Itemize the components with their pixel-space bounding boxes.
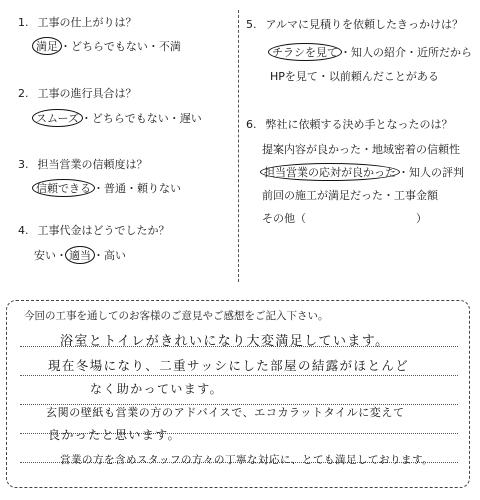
question-4	[18, 224, 170, 238]
comment-line-4: 玄関の壁紙も営業の方のアドバイスで、エコカラットタイルに変えて	[46, 406, 405, 419]
option-text: 安い・	[34, 249, 67, 262]
comment-line-5: 良かったと思います。	[48, 428, 182, 442]
question-number: 1.	[18, 16, 29, 29]
question-1	[18, 16, 137, 30]
comment-line-3: なく助かっています。	[90, 382, 224, 396]
question-6-line-2	[262, 164, 464, 180]
question-number: 2.	[18, 87, 29, 100]
question-number: 6.	[246, 118, 257, 131]
question-title: 弊社に依頼する決め手となったのは？	[265, 118, 453, 131]
comment-line-1: 浴室とトイレがきれいになり大変満足しています。	[60, 334, 390, 349]
question-2-options	[34, 110, 202, 126]
comment-title: 今回の工事を通してのお客様のご意見やご感想をご記入下さい。	[24, 310, 329, 322]
question-2	[18, 87, 137, 101]
option-text: ・知人の評判	[398, 166, 464, 179]
question-number: 5.	[246, 18, 257, 31]
option-text: 提案内容が良かった・地域密着の信頼性	[262, 143, 460, 156]
question-3	[18, 158, 148, 172]
option-text: その他（ ）	[262, 212, 427, 225]
option-text: ・どちらでもない・遅い	[80, 112, 202, 125]
option-circled: 信頼できる	[32, 179, 95, 197]
question-4-options	[34, 247, 126, 263]
option-text: HPを見て・以前頼んだことがある	[270, 70, 439, 83]
question-3-options	[34, 180, 181, 196]
question-5-line-2	[270, 68, 439, 84]
question-6	[246, 118, 453, 132]
question-1-options	[34, 38, 181, 54]
question-6-line-3	[262, 187, 438, 203]
question-title: アルマに見積りを依頼したきっかけは？	[265, 18, 464, 31]
option-text: 前回の施工が満足だった・工事金額	[262, 189, 438, 202]
option-circled: スムーズ	[32, 109, 83, 127]
ruled-line	[20, 375, 458, 376]
question-title: 工事代金はどうでしたか？	[37, 224, 170, 237]
column-divider	[238, 10, 239, 282]
question-5	[246, 18, 463, 32]
option-circled: チラシを見て	[268, 43, 342, 61]
option-text: ・知人の紹介・近所だから	[340, 46, 472, 59]
option-text: ・どちらでもない・不満	[60, 40, 181, 53]
option-text: ・普通・頼りない	[93, 182, 181, 195]
comment-line-2: 現在冬場になり、二重サッシにした部屋の結露がほとんど	[48, 358, 410, 373]
question-title: 工事の仕上がりは？	[37, 16, 137, 29]
question-title: 担当営業の信頼度は？	[37, 158, 148, 171]
option-text: ・高い	[93, 249, 126, 262]
question-title: 工事の進行具合は？	[37, 87, 137, 100]
question-number: 3.	[18, 158, 29, 171]
comment-line-6: 営業の方を含めスタッフの方々の丁寧な対応に、とても満足しております。	[60, 454, 434, 466]
question-5-line-1	[270, 44, 472, 60]
option-circled: 満足	[32, 37, 62, 55]
question-6-line-1	[262, 141, 460, 157]
option-circled: 担当営業の応対が良かった	[260, 163, 400, 181]
question-6-line-4	[262, 210, 427, 226]
question-number: 4.	[18, 224, 29, 237]
option-circled: 適当	[65, 246, 95, 264]
